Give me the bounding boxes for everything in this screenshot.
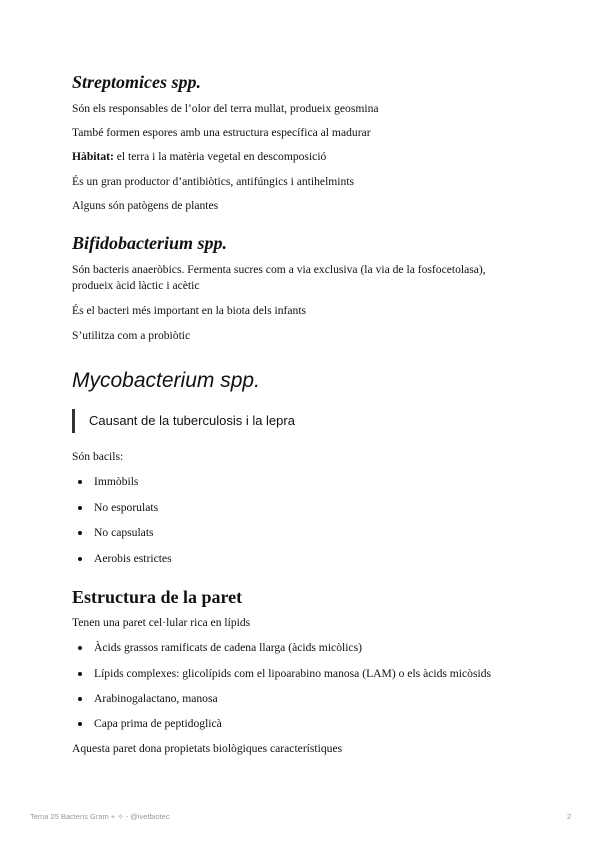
paragraph: És un gran productor d’antibiòtics, antifúngics i antihelmints <box>72 175 355 188</box>
bullet-icon <box>78 672 82 676</box>
paragraph: Són bacils: <box>72 450 124 463</box>
bullet-icon <box>78 480 82 484</box>
list-item: Lípids complexes: glicolípids com el lipoarabino manosa (LAM) o els àcids micòsids <box>94 667 492 680</box>
paragraph: Són els responsables de l’olor del terra mullat, produeix geosmina <box>72 102 379 115</box>
paragraph: Són bacteris anaeròbics. Fermenta sucres com a via exclusiva (la via de la fosfocetolasa), produeix àcid làctic i acètic <box>72 263 486 292</box>
habitat-text: el terra i la matèria vegetal en descomposició <box>113 150 327 163</box>
bullet-icon <box>78 722 82 726</box>
list-item: Capa prima de peptidoglicà <box>94 717 222 730</box>
paragraph: Alguns són patògens de plantes <box>72 199 219 212</box>
bullet-icon <box>78 506 82 510</box>
section-title-estructura: Estructura de la paret <box>72 587 243 607</box>
blockquote: Causant de la tuberculosis i la lepra <box>72 409 295 433</box>
habitat-paragraph <box>72 149 326 165</box>
bullet-icon <box>78 557 82 561</box>
paragraph: Tenen una paret cel·lular rica en lípids <box>72 616 251 629</box>
list-item: Àcids grassos ramificats de cadena llarga (àcids micòlics) <box>94 641 362 654</box>
bullet-icon <box>78 697 82 701</box>
list-item: No capsulats <box>94 526 154 539</box>
section-title-streptomices: Streptomices spp. <box>72 72 201 92</box>
paragraph: S’utilitza com a probiòtic <box>72 329 191 342</box>
bullet-icon <box>78 646 82 650</box>
bullet-icon <box>78 531 82 535</box>
list-item: Aerobis estrictes <box>94 552 172 565</box>
section-title-bifidobacterium: Bifidobacterium spp. <box>72 233 228 253</box>
list-item: Arabinogalactano, manosa <box>94 692 218 705</box>
footer-text: Tema 25 Bacteris Gram + ✧ - @ivetbiotec <box>30 812 170 821</box>
list-item: No esporulats <box>94 501 159 514</box>
section-title-mycobacterium: Mycobacterium spp. <box>72 369 260 392</box>
list-item: Immòbils <box>94 475 139 488</box>
paragraph: És el bacteri més important en la biota dels infants <box>72 304 307 317</box>
page-number: 2 <box>567 812 572 821</box>
habitat-label: Hàbitat: <box>72 150 114 163</box>
paragraph: Aquesta paret dona propietats biològiques característiques <box>72 742 343 755</box>
paragraph: També formen espores amb una estructura específica al madurar <box>72 126 371 139</box>
